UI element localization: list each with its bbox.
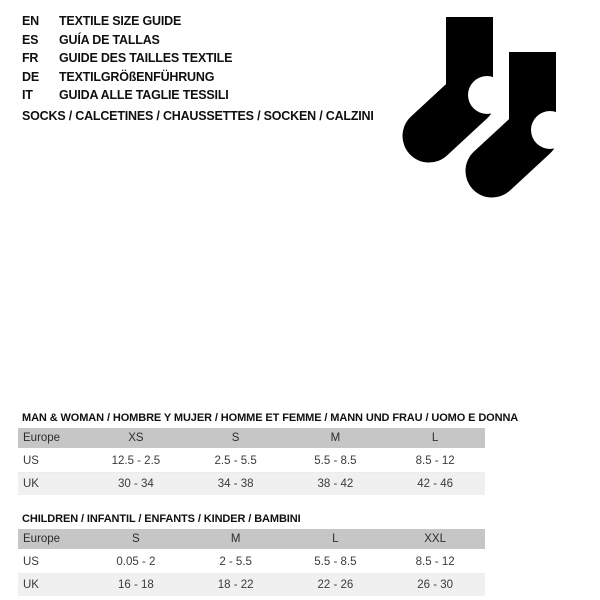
- language-code: FR: [22, 51, 39, 66]
- region-label: UK: [18, 574, 86, 597]
- region-label: US: [18, 550, 86, 574]
- size-cell: 26 - 30: [385, 574, 485, 597]
- size-cell: 12.5 - 2.5: [86, 449, 186, 473]
- size-cell: 0.05 - 2: [86, 550, 186, 574]
- language-row: [22, 68, 232, 87]
- socks-icon: [396, 8, 574, 206]
- region-label: UK: [18, 473, 86, 496]
- column-header-size: L: [385, 428, 485, 449]
- header-row: [18, 529, 485, 550]
- size-chart-table: [18, 428, 485, 495]
- heel-cutout: [531, 111, 569, 149]
- sock-right: [492, 52, 569, 171]
- column-header-size: L: [286, 529, 386, 550]
- size-cell: 5.5 - 8.5: [286, 449, 386, 473]
- table-title: MAN & WOMAN / HOMBRE Y MUJER / HOMME ET FEMME / MANN UND FRAU / UOMO E DONNA: [22, 412, 519, 424]
- column-header-size: S: [86, 529, 186, 550]
- header-row: [18, 428, 485, 449]
- size-cell: 8.5 - 12: [385, 449, 485, 473]
- column-header-size: XXL: [385, 529, 485, 550]
- size-cell: 16 - 18: [86, 574, 186, 597]
- sock-foot: [492, 134, 532, 171]
- language-code: DE: [22, 69, 39, 84]
- language-code: EN: [22, 14, 39, 29]
- language-list: [22, 12, 232, 105]
- sock-foot: [429, 99, 469, 136]
- category-line: SOCKS / CALCETINES / CHAUSSETTES / SOCKEN / CALZINI: [22, 109, 374, 123]
- column-header-size: XS: [86, 428, 186, 449]
- size-table-children: [18, 513, 485, 596]
- language-label: TEXTILE SIZE GUIDE: [59, 14, 182, 29]
- size-cell: 2.5 - 5.5: [186, 449, 286, 473]
- size-cell: 5.5 - 8.5: [286, 550, 386, 574]
- size-cell: 18 - 22: [186, 574, 286, 597]
- size-cell: 34 - 38: [186, 473, 286, 496]
- column-header-region: Europe: [18, 428, 86, 449]
- size-cell: 22 - 26: [286, 574, 386, 597]
- language-row: [22, 31, 232, 50]
- table-row-uk: [18, 574, 485, 597]
- region-label: US: [18, 449, 86, 473]
- size-cell: 30 - 34: [86, 473, 186, 496]
- size-cell: 8.5 - 12: [385, 550, 485, 574]
- size-cell: 38 - 42: [286, 473, 386, 496]
- language-code: ES: [22, 32, 39, 47]
- size-table-man-woman: [18, 412, 519, 495]
- language-label: GUÍA DE TALLAS: [59, 32, 160, 47]
- language-label: TEXTILGRÖßENFÜHRUNG: [59, 69, 215, 84]
- language-row: [22, 12, 232, 31]
- sock-left: [429, 17, 506, 136]
- table-row-us: [18, 550, 485, 574]
- column-header-size: M: [186, 529, 286, 550]
- language-label: GUIDA ALLE TAGLIE TESSILI: [59, 88, 229, 103]
- table-row-us: [18, 449, 485, 473]
- language-row: [22, 49, 232, 68]
- column-header-region: Europe: [18, 529, 86, 550]
- column-header-size: S: [186, 428, 286, 449]
- language-label: GUIDE DES TAILLES TEXTILE: [59, 51, 233, 66]
- size-chart-table: [18, 529, 485, 596]
- heel-cutout: [468, 76, 506, 114]
- table-title: CHILDREN / INFANTIL / ENFANTS / KINDER / BAMBINI: [22, 513, 301, 525]
- size-cell: 42 - 46: [385, 473, 485, 496]
- column-header-size: M: [286, 428, 386, 449]
- size-cell: 2 - 5.5: [186, 550, 286, 574]
- language-code: IT: [22, 88, 33, 103]
- table-row-uk: [18, 473, 485, 496]
- language-row: [22, 86, 232, 105]
